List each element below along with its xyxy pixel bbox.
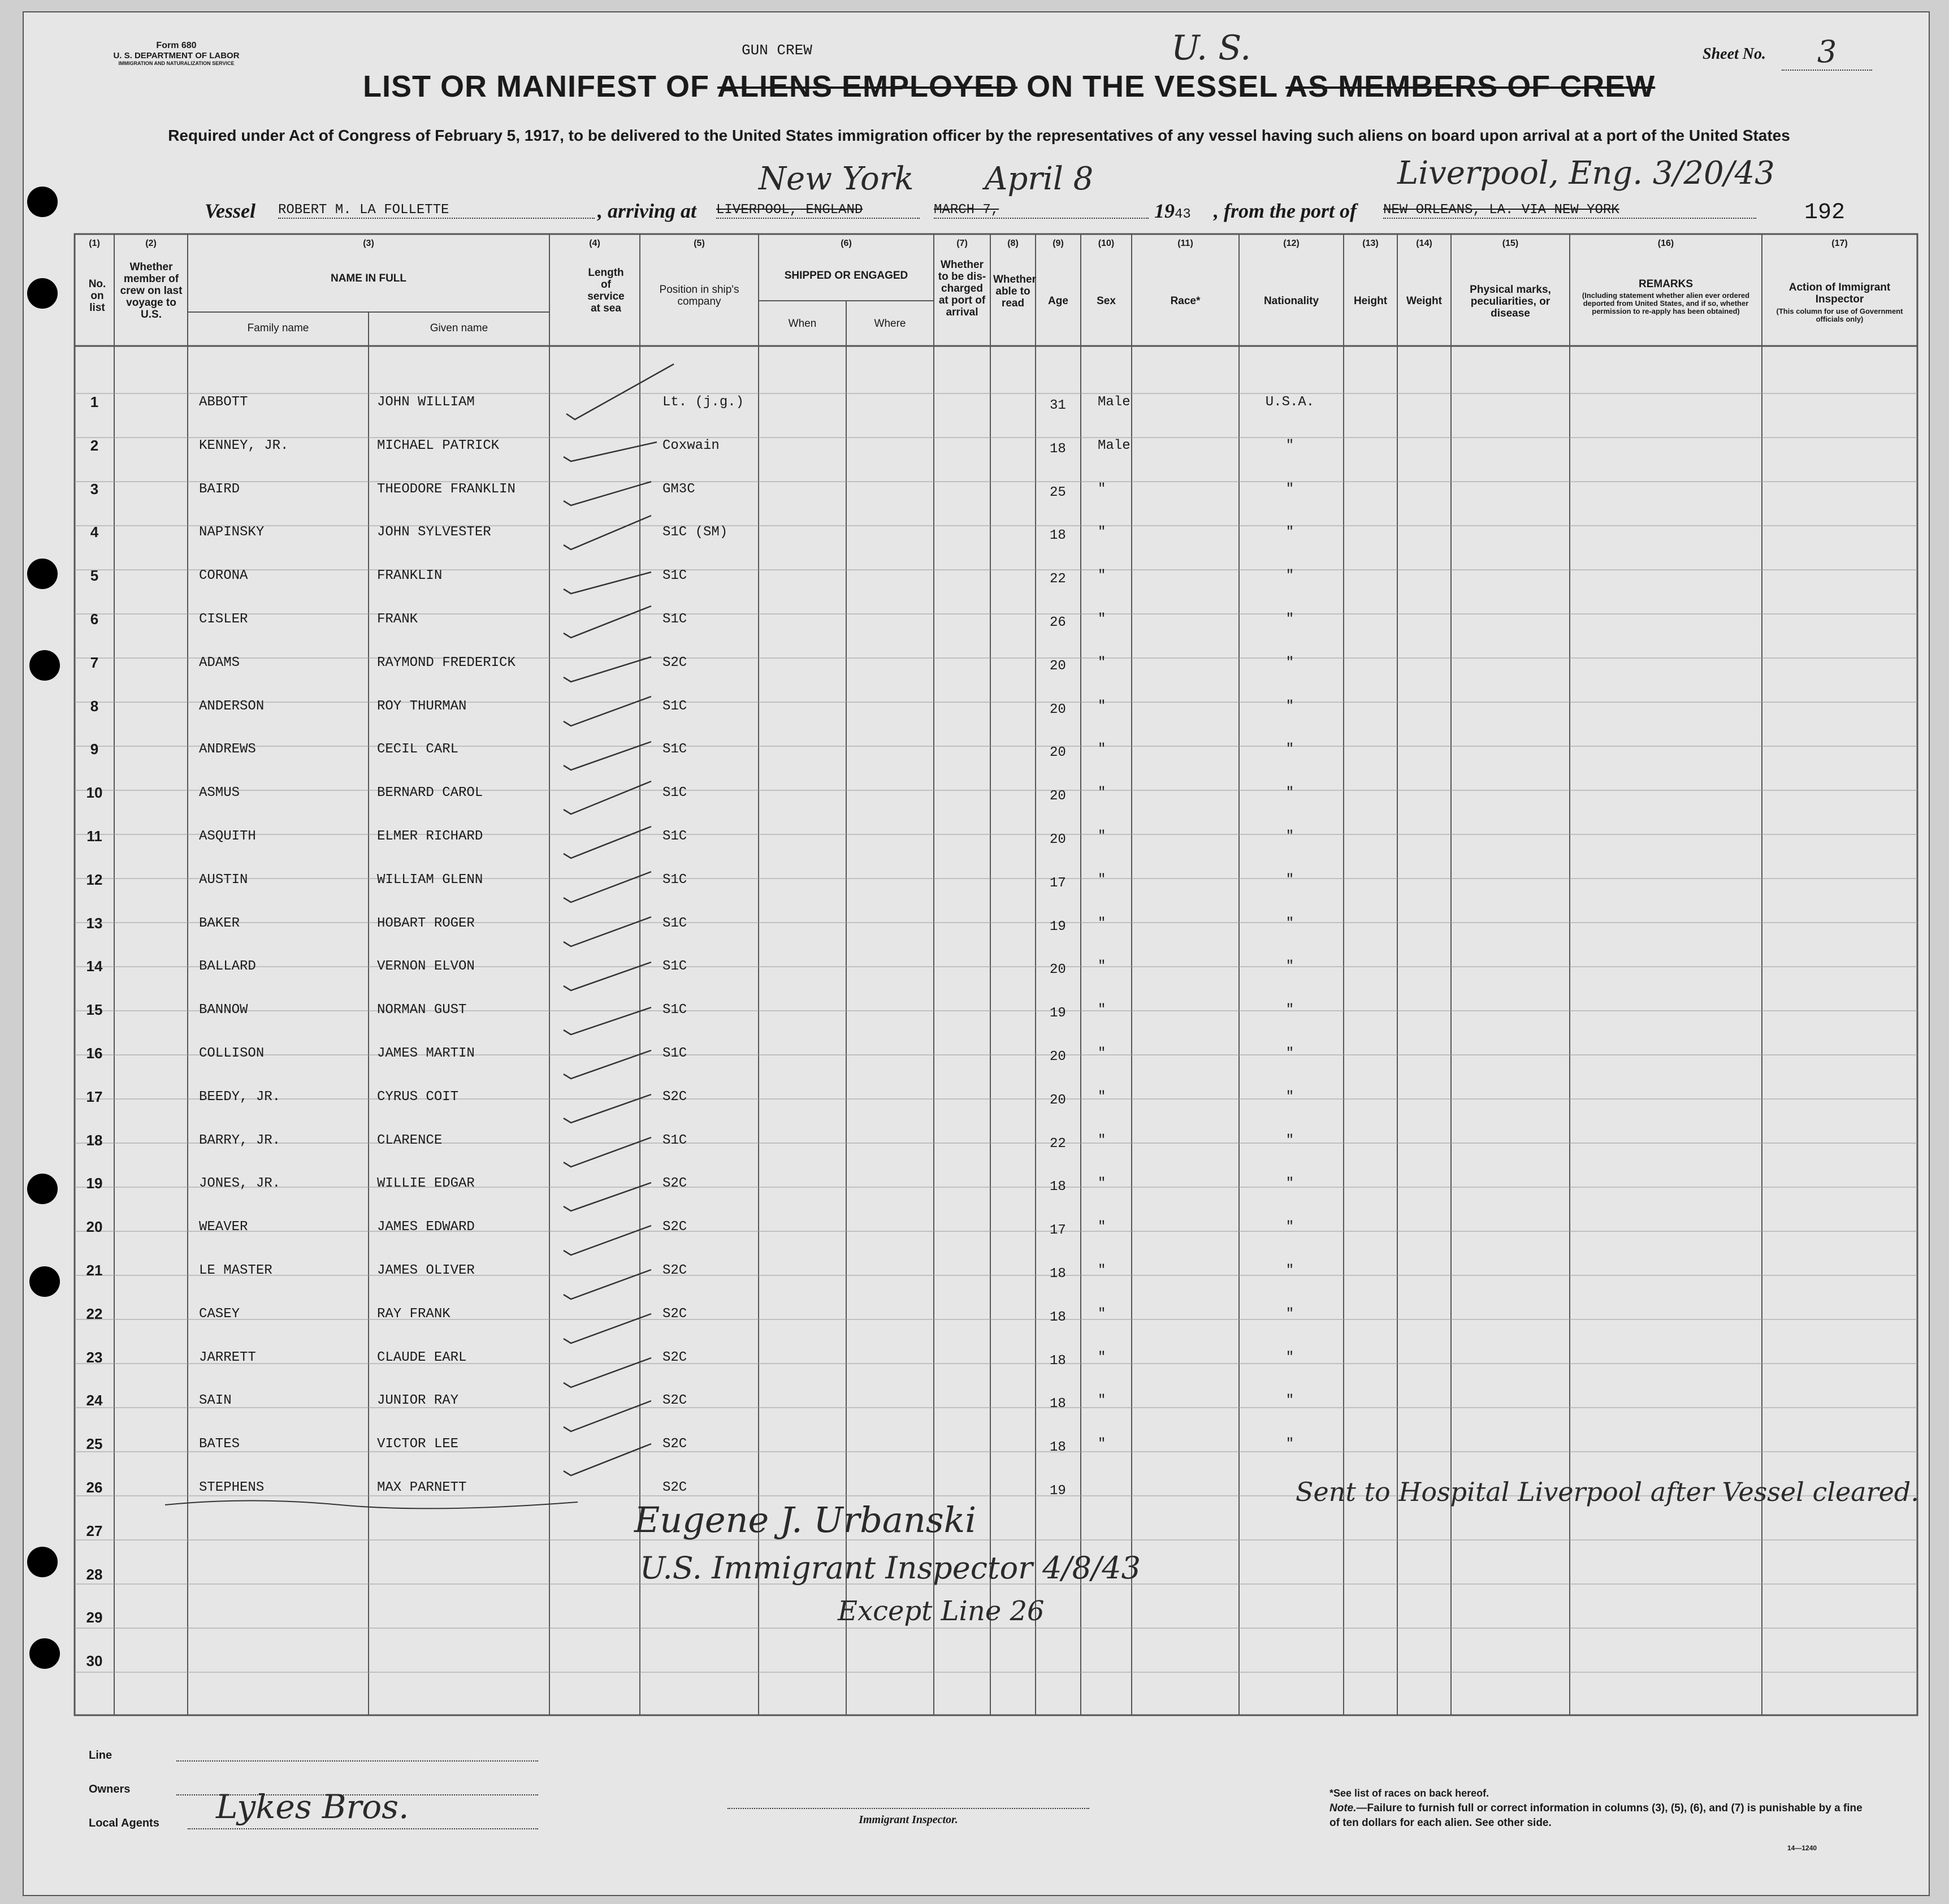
row-no: 3 xyxy=(90,481,99,497)
row-nationality: " xyxy=(1285,612,1294,627)
fine-note xyxy=(1329,1801,1866,1831)
row-no: 29 xyxy=(86,1609,103,1626)
header-height: Height xyxy=(1353,295,1388,307)
row-sex: " xyxy=(1098,1436,1106,1452)
header-sex: Sex xyxy=(1097,295,1116,307)
gun-crew-label: GUN CREW xyxy=(742,42,812,59)
row-sex: " xyxy=(1098,1046,1106,1061)
row-nationality: " xyxy=(1285,568,1294,583)
colnum-11: (11) xyxy=(1177,239,1193,248)
punch-hole xyxy=(27,278,58,309)
title-strike1: ALIENS EMPLOYED xyxy=(717,70,1018,103)
row-given: MAX PARNETT xyxy=(377,1480,467,1495)
row-given: VERNON ELVON xyxy=(377,959,475,974)
colnum-1: (1) xyxy=(89,239,100,248)
header-whether-read: Whether able to read xyxy=(993,274,1036,309)
header-weight: Weight xyxy=(1406,295,1442,307)
vessel-name: ROBERT M. LA FOLLETTE xyxy=(278,202,595,219)
header-action-note: (This column for use of Government officials only) xyxy=(1776,307,1903,323)
inspector-caption: Immigrant Inspector. xyxy=(859,1814,958,1826)
colnum-5: (5) xyxy=(694,239,705,248)
row-family: BARRY, JR. xyxy=(199,1133,281,1148)
row-family: COLLISON xyxy=(199,1046,265,1061)
inspector-title: U.S. Immigrant Inspector 4/8/43 xyxy=(640,1550,1141,1586)
header-age: Age xyxy=(1048,295,1068,307)
row-family: BALLARD xyxy=(199,959,256,974)
row-position: S2C xyxy=(662,1306,687,1322)
row-family: KENNEY, JR. xyxy=(199,438,289,453)
row-given: JOHN WILLIAM xyxy=(377,395,475,410)
row-sex: " xyxy=(1098,1002,1106,1018)
colnum-3: (3) xyxy=(363,239,374,248)
row-position: Lt. (j.g.) xyxy=(662,395,744,410)
row-nationality: " xyxy=(1285,959,1294,974)
colnum-8: (8) xyxy=(1007,239,1019,248)
row-nationality: " xyxy=(1285,1089,1294,1105)
row-no: 1 xyxy=(90,393,99,410)
row-age: 19 xyxy=(1050,919,1066,934)
header-whether-discharged: Whether to be dis- charged at port of arrival xyxy=(938,259,986,318)
row-nationality: " xyxy=(1285,699,1294,714)
row-given: VICTOR LEE xyxy=(377,1436,459,1452)
colnum-6: (6) xyxy=(841,239,852,248)
header-name-in-full: NAME IN FULL xyxy=(330,272,407,284)
row-nationality: " xyxy=(1285,1133,1294,1148)
row-no: 22 xyxy=(86,1305,103,1322)
row-family: CASEY xyxy=(199,1306,240,1322)
row-given: JOHN SYLVESTER xyxy=(377,525,491,540)
year-suffix: 43 xyxy=(1175,207,1191,222)
row-age: 20 xyxy=(1050,832,1066,847)
row-nationality: " xyxy=(1285,1436,1294,1452)
header-family-name: Family name xyxy=(247,322,309,334)
row-position: S2C xyxy=(662,1350,687,1365)
row-nationality: " xyxy=(1285,1263,1294,1278)
header-when: When xyxy=(788,318,817,330)
department: U. S. DEPARTMENT OF LABOR xyxy=(113,51,240,60)
header-nationality: Nationality xyxy=(1263,295,1319,307)
row-position: S2C xyxy=(662,1219,687,1235)
row-no: 23 xyxy=(86,1349,103,1366)
from-port-typed: NEW ORLEANS, LA. VIA NEW YORK xyxy=(1383,202,1756,219)
footer-line-label: Line xyxy=(89,1749,112,1762)
title-strike2: AS MEMBERS OF CREW xyxy=(1285,70,1656,103)
row-nationality: " xyxy=(1285,1306,1294,1322)
row-nationality: " xyxy=(1285,655,1294,670)
row-family: LE MASTER xyxy=(199,1263,272,1278)
row-no: 8 xyxy=(90,698,99,715)
row-family: ANDREWS xyxy=(199,742,256,757)
row-no: 24 xyxy=(86,1392,103,1409)
punch-hole xyxy=(27,1547,58,1577)
us-handwritten: U. S. xyxy=(1171,28,1251,68)
row-family: BAKER xyxy=(199,916,240,931)
row-age: 19 xyxy=(1050,1006,1066,1021)
row-age: 18 xyxy=(1050,1266,1066,1282)
colnum-17: (17) xyxy=(1831,239,1848,248)
row-no: 9 xyxy=(90,741,99,758)
row-given: JAMES MARTIN xyxy=(377,1046,475,1061)
colnum-9: (9) xyxy=(1053,239,1064,248)
row-age: 18 xyxy=(1050,528,1066,543)
row-age: 20 xyxy=(1050,1049,1066,1064)
row-family: BATES xyxy=(199,1436,240,1452)
row-age: 31 xyxy=(1050,398,1066,413)
row-nationality: " xyxy=(1285,829,1294,844)
colnum-15: (15) xyxy=(1502,239,1519,248)
row-sex: " xyxy=(1098,1089,1106,1105)
row-no: 26 xyxy=(86,1479,103,1496)
row-age: 25 xyxy=(1050,485,1066,500)
footer-line-field xyxy=(176,1760,538,1762)
colnum-7: (7) xyxy=(956,239,968,248)
row-age: 22 xyxy=(1050,1136,1066,1152)
row-no: 6 xyxy=(90,611,99,628)
inspector-signature: Eugene J. Urbanski xyxy=(634,1499,977,1540)
row-age: 18 xyxy=(1050,1396,1066,1412)
row-given: NORMAN GUST xyxy=(377,1002,467,1018)
row-given: ROY THURMAN xyxy=(377,699,467,714)
row-sex: " xyxy=(1098,959,1106,974)
row-no: 5 xyxy=(90,567,99,584)
row-sex: " xyxy=(1098,655,1106,670)
row-age: 20 xyxy=(1050,659,1066,674)
row-given: WILLIE EDGAR xyxy=(377,1176,475,1191)
row-nationality: " xyxy=(1285,742,1294,757)
row-no: 17 xyxy=(86,1088,103,1105)
row-family: ADAMS xyxy=(199,655,240,670)
row-family: ABBOTT xyxy=(199,395,248,410)
row-family: JONES, JR. xyxy=(199,1176,281,1191)
row-family: AUSTIN xyxy=(199,872,248,888)
row-sex: " xyxy=(1098,612,1106,627)
row-nationality: " xyxy=(1285,1002,1294,1018)
row-given: RAY FRANK xyxy=(377,1306,451,1322)
header-whether-member: Whether member of crew on last voyage to U.S. xyxy=(120,261,183,321)
punch-hole xyxy=(29,1638,60,1669)
row-position: S1C (SM) xyxy=(662,525,728,540)
row-sex: " xyxy=(1098,1263,1106,1278)
colnum-12: (12) xyxy=(1283,239,1300,248)
punch-hole xyxy=(29,1266,60,1297)
colnum-14: (14) xyxy=(1416,239,1432,248)
row-nationality: " xyxy=(1285,1046,1294,1061)
arriving-typed: LIVERPOOL, ENGLAND xyxy=(716,202,920,219)
row-position: S1C xyxy=(662,568,687,583)
row-position: S1C xyxy=(662,1002,687,1018)
note-label: Note. xyxy=(1329,1802,1357,1814)
row-family: BANNOW xyxy=(199,1002,248,1018)
header-given-name: Given name xyxy=(430,322,488,334)
row-position: S2C xyxy=(662,655,687,670)
row-family: CORONA xyxy=(199,568,248,583)
row-position: S2C xyxy=(662,1436,687,1452)
row-given: WILLIAM GLENN xyxy=(377,872,483,888)
header-position: Position in ship's company xyxy=(659,284,739,308)
row-nationality: " xyxy=(1285,1176,1294,1191)
header-race: Race* xyxy=(1170,295,1201,307)
colnum-10: (10) xyxy=(1098,239,1115,248)
row-no: 10 xyxy=(86,784,103,801)
service: IMMIGRATION AND NATURALIZATION SERVICE xyxy=(118,60,235,66)
row-sex: " xyxy=(1098,1350,1106,1365)
row-sex: Male xyxy=(1098,395,1131,410)
row-no: 2 xyxy=(90,437,99,454)
header-no-on-list: No. on list xyxy=(88,278,106,314)
from-port-label: , from the port of xyxy=(1214,200,1357,222)
row-age: 20 xyxy=(1050,702,1066,717)
row-given: BERNARD CAROL xyxy=(377,785,483,800)
row-sex: " xyxy=(1098,568,1106,583)
row-given: JAMES OLIVER xyxy=(377,1263,475,1278)
row-given: CECIL CARL xyxy=(377,742,459,757)
row-nationality: " xyxy=(1285,916,1294,931)
row-no: 25 xyxy=(86,1435,103,1452)
row-family: NAPINSKY xyxy=(199,525,265,540)
row-nationality: " xyxy=(1285,1393,1294,1408)
arriving-handwritten: New York xyxy=(759,161,914,197)
row-given: FRANKLIN xyxy=(377,568,443,583)
row-nationality: " xyxy=(1285,1350,1294,1365)
row-position: S1C xyxy=(662,1046,687,1061)
agents-handwritten: Lykes Bros. xyxy=(216,1788,409,1826)
manifest-page xyxy=(23,11,1930,1896)
row-no: 18 xyxy=(86,1132,103,1149)
row-position: S2C xyxy=(662,1089,687,1105)
row-family: ANDERSON xyxy=(199,699,265,714)
row-position: S1C xyxy=(662,699,687,714)
row-sex: " xyxy=(1098,872,1106,888)
row-position: S1C xyxy=(662,1133,687,1148)
title-part1: LIST OR MANIFEST OF xyxy=(363,70,709,103)
punch-hole xyxy=(27,187,58,217)
row-given: FRANK xyxy=(377,612,418,627)
row-age: 22 xyxy=(1050,572,1066,587)
row-sex: Male xyxy=(1098,438,1131,453)
row26-remark: Sent to Hospital Liverpool after Vessel cleared. xyxy=(1296,1477,1919,1507)
row-given: THEODORE FRANKLIN xyxy=(377,482,516,497)
row-no: 4 xyxy=(90,523,99,540)
footer-agents-label: Local Agents xyxy=(89,1817,159,1829)
sheet-number: 3 xyxy=(1782,34,1872,71)
row-nationality: " xyxy=(1285,872,1294,888)
row-nationality: " xyxy=(1285,482,1294,497)
row-family: ASMUS xyxy=(199,785,240,800)
row-family: STEPHENS xyxy=(199,1480,265,1495)
races-note: *See list of races on back hereof. xyxy=(1329,1788,1489,1799)
header-where: Where xyxy=(874,318,906,330)
row-family: BAIRD xyxy=(199,482,240,497)
row-sex: " xyxy=(1098,742,1106,757)
row-position: S1C xyxy=(662,872,687,888)
row-no: 14 xyxy=(86,958,103,975)
colnum-4: (4) xyxy=(589,239,600,248)
row-sex: " xyxy=(1098,785,1106,800)
row-family: CISLER xyxy=(199,612,248,627)
row-position: S2C xyxy=(662,1176,687,1191)
row-position: S1C xyxy=(662,785,687,800)
row-no: 11 xyxy=(86,828,102,845)
row-no: 28 xyxy=(86,1566,103,1583)
header-physical-marks: Physical marks, peculiarities, or disease xyxy=(1470,284,1551,319)
row-nationality: " xyxy=(1285,785,1294,800)
header-shipped-engaged: SHIPPED OR ENGAGED xyxy=(784,270,908,282)
form-code: 14—1240 xyxy=(1787,1844,1817,1852)
row-sex: " xyxy=(1098,699,1106,714)
row-given: ELMER RICHARD xyxy=(377,829,483,844)
inspector-except: Except Line 26 xyxy=(838,1595,1045,1627)
subtitle: Required under Act of Congress of February 5, 1917, to be delivered to the United States immigration officer by the representatives of any vessel having such aliens on board upon arrival at a port of the United States xyxy=(168,127,1790,144)
row-nationality: " xyxy=(1285,1219,1294,1235)
row-family: BEEDY, JR. xyxy=(199,1089,281,1105)
punch-hole xyxy=(29,650,60,681)
vessel-label: Vessel xyxy=(205,200,255,222)
row-sex: " xyxy=(1098,1133,1106,1148)
row-position: S1C xyxy=(662,959,687,974)
date-handwritten: April 8 xyxy=(985,161,1094,197)
row-position: S1C xyxy=(662,742,687,757)
row-sex: " xyxy=(1098,1393,1106,1408)
row-position: S2C xyxy=(662,1263,687,1278)
row-position: Coxwain xyxy=(662,438,720,453)
row-age: 20 xyxy=(1050,745,1066,760)
row-sex: " xyxy=(1098,1176,1106,1191)
row-given: HOBART ROGER xyxy=(377,916,475,931)
row-no: 30 xyxy=(86,1652,103,1669)
row-position: S1C xyxy=(662,829,687,844)
row-no: 12 xyxy=(86,871,103,888)
page-number: 192 xyxy=(1804,200,1846,226)
row-sex: " xyxy=(1098,482,1106,497)
row-sex: " xyxy=(1098,1219,1106,1235)
row-age: 20 xyxy=(1050,1093,1066,1108)
row-age: 19 xyxy=(1050,1483,1066,1499)
row-given: JUNIOR RAY xyxy=(377,1393,459,1408)
row-nationality: " xyxy=(1285,438,1294,453)
row-given: CLARENCE xyxy=(377,1133,443,1148)
header-remarks: REMARKS xyxy=(1638,278,1694,290)
row-family: SAIN xyxy=(199,1393,232,1408)
date-typed: MARCH 7, xyxy=(934,202,1149,219)
colnum-16: (16) xyxy=(1657,239,1674,248)
row-age: 17 xyxy=(1050,876,1066,891)
row-given: JAMES EDWARD xyxy=(377,1219,475,1235)
punch-hole xyxy=(27,1174,58,1204)
row-position: S1C xyxy=(662,612,687,627)
row-position: GM3C xyxy=(662,482,695,497)
footer-agents-field xyxy=(188,1828,538,1829)
title-part2: ON THE VESSEL xyxy=(1027,70,1278,103)
row-nationality: U.S.A. xyxy=(1265,395,1315,410)
row-age: 17 xyxy=(1050,1223,1066,1238)
row-nationality: " xyxy=(1285,525,1294,540)
row-given: CLAUDE EARL xyxy=(377,1350,467,1365)
row-sex: " xyxy=(1098,829,1106,844)
row-no: 16 xyxy=(86,1045,103,1062)
row-no: 13 xyxy=(86,915,103,932)
row-position: S2C xyxy=(662,1393,687,1408)
row-given: CYRUS COIT xyxy=(377,1089,459,1105)
form-number: Form 680 xyxy=(156,41,197,50)
note-text: —Failure to furnish full or correct information in columns (3), (5), (6), and (7) is punishable by a fine of ten dollars for each alien. See other side. xyxy=(1329,1802,1863,1829)
row-age: 26 xyxy=(1050,615,1066,630)
row-no: 21 xyxy=(86,1262,103,1279)
sheet-label: Sheet No. xyxy=(1703,45,1766,63)
header-remarks-note: (Including statement whether alien ever ordered deported from United States, and if so, whether permission to re-apply has been obtained) xyxy=(1582,291,1750,315)
row-no: 20 xyxy=(86,1218,103,1235)
row-no: 27 xyxy=(86,1522,103,1539)
row-age: 18 xyxy=(1050,442,1066,457)
row-age: 18 xyxy=(1050,1310,1066,1325)
row-position: S1C xyxy=(662,916,687,931)
header-action-inspector: Action of Immigrant Inspector xyxy=(1788,282,1891,305)
from-port-handwritten: Liverpool, Eng. 3/20/43 xyxy=(1397,155,1775,192)
row-family: ASQUITH xyxy=(199,829,256,844)
row-age: 18 xyxy=(1050,1179,1066,1195)
row-age: 20 xyxy=(1050,789,1066,804)
row-age: 20 xyxy=(1050,962,1066,977)
punch-hole xyxy=(27,559,58,589)
row-no: 19 xyxy=(86,1175,103,1192)
row-sex: " xyxy=(1098,916,1106,931)
row-sex: " xyxy=(1098,1306,1106,1322)
row-no: 15 xyxy=(86,1001,103,1018)
colnum-13: (13) xyxy=(1362,239,1379,248)
footer-owners-label: Owners xyxy=(89,1783,131,1795)
arriving-label: , arriving at xyxy=(597,200,697,222)
row-sex: " xyxy=(1098,525,1106,540)
row-family: WEAVER xyxy=(199,1219,248,1235)
row-position: S2C xyxy=(662,1480,687,1495)
row-age: 18 xyxy=(1050,1353,1066,1369)
row-given: RAYMOND FREDERICK xyxy=(377,655,516,670)
row-age: 18 xyxy=(1050,1440,1066,1455)
colnum-2: (2) xyxy=(145,239,157,248)
header-length-service: Length of service at sea xyxy=(587,267,625,314)
row-given: MICHAEL PATRICK xyxy=(377,438,500,453)
inspector-sign-line xyxy=(727,1808,1089,1809)
row-family: JARRETT xyxy=(199,1350,256,1365)
row-no: 7 xyxy=(90,654,99,671)
year-prefix: 19 xyxy=(1154,200,1175,222)
